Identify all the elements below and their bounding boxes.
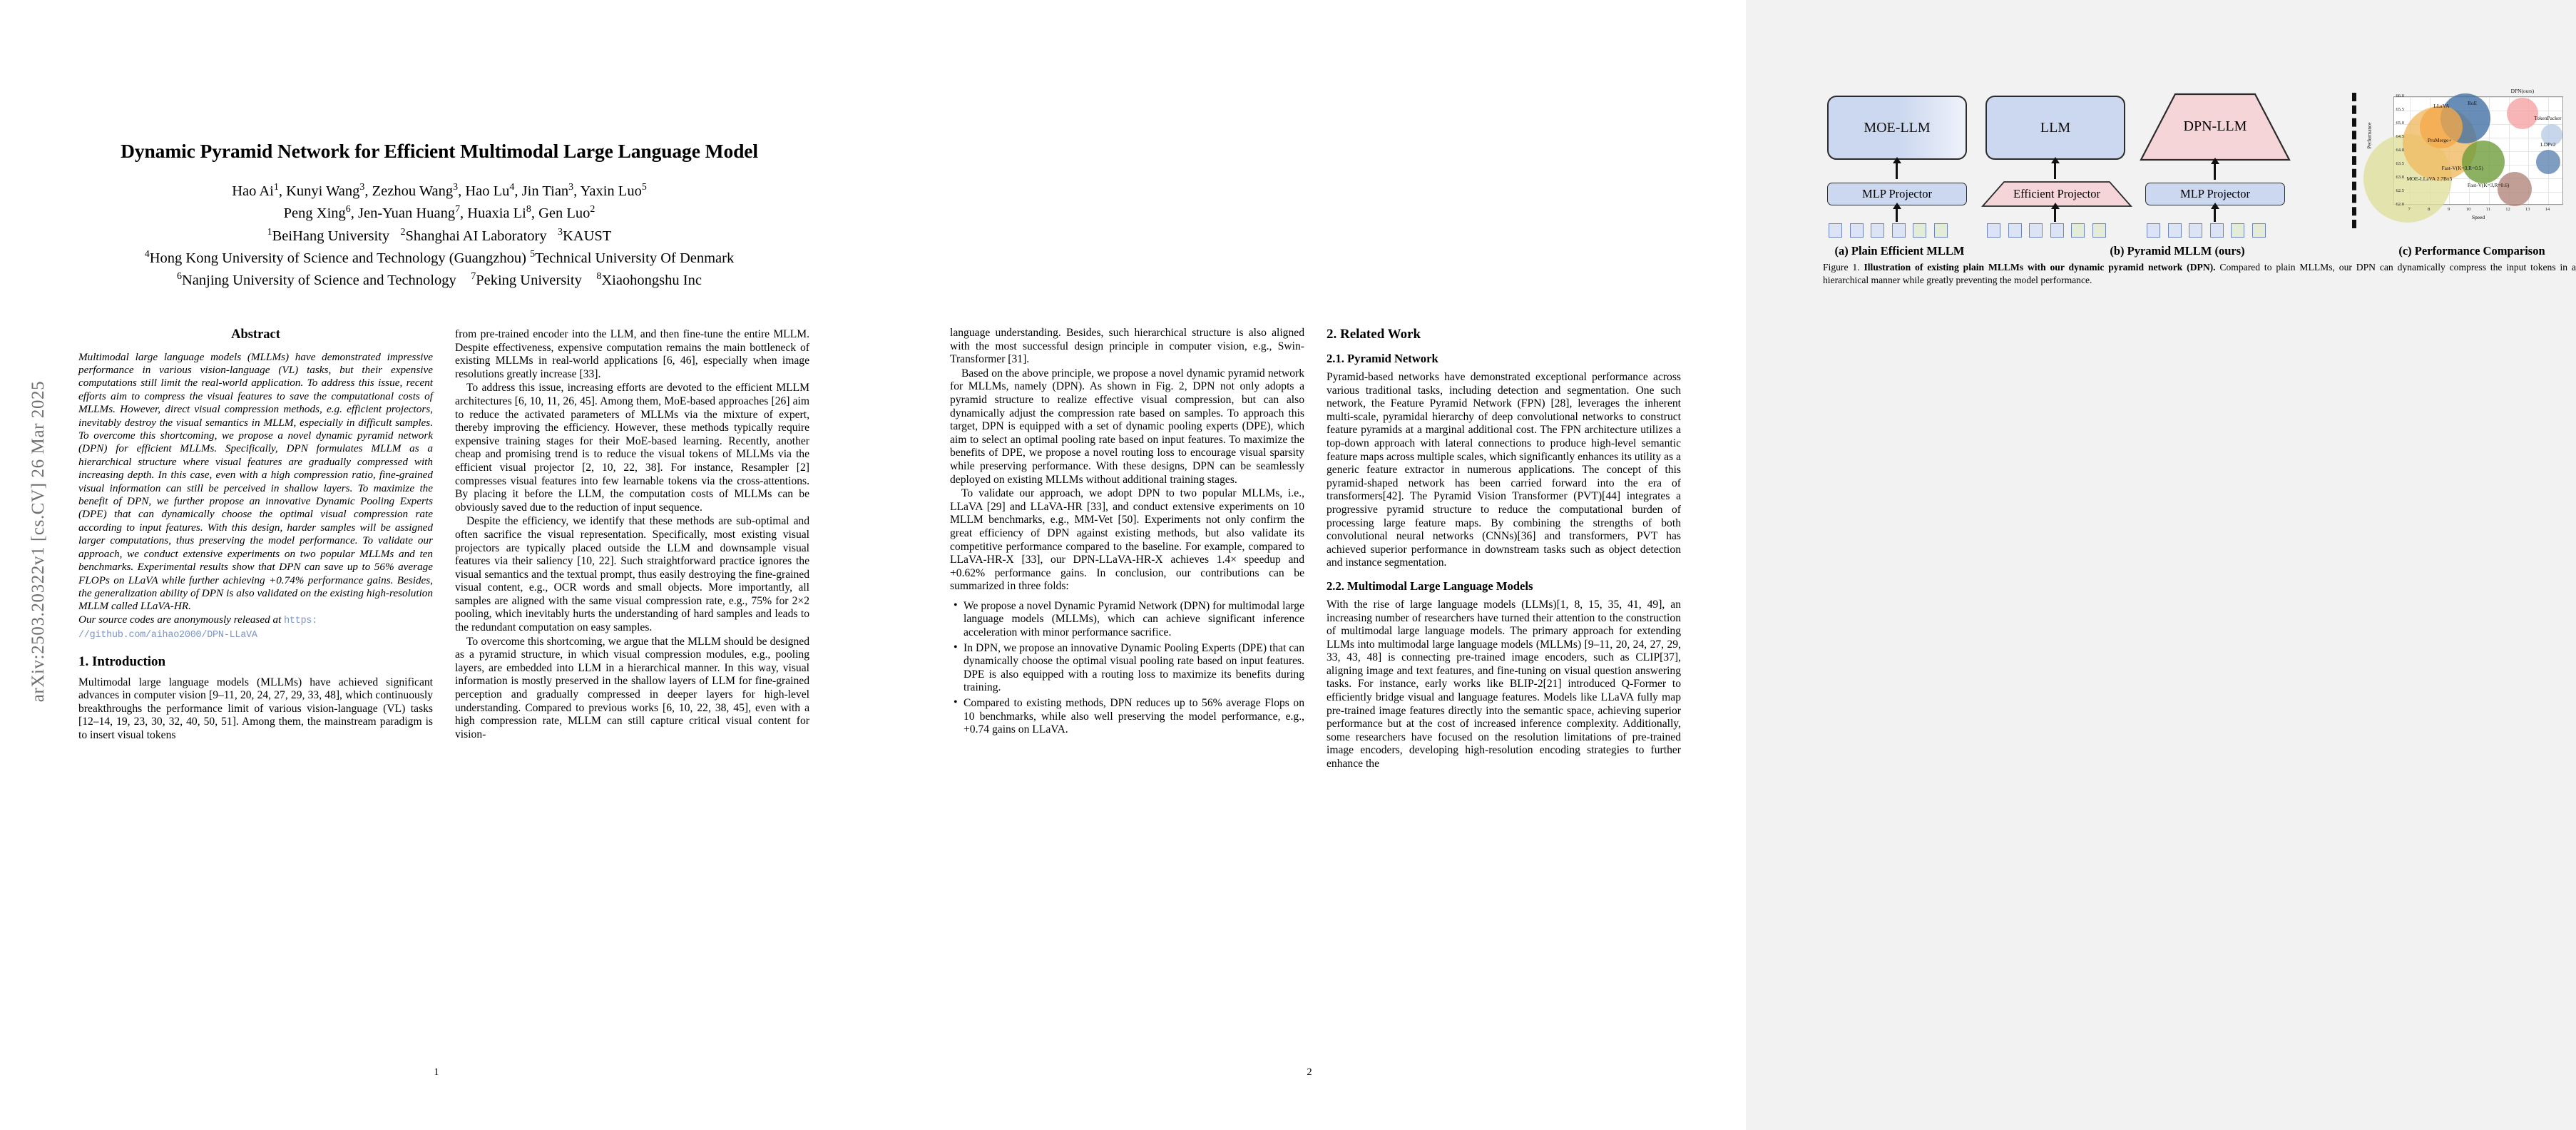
dpn-llm-shape <box>2140 93 2291 161</box>
section-heading-related-work: 2. Related Work <box>1327 327 1421 342</box>
col2-paragraph-1: from pre-trained encoder into the LLM, and then fine-tune the entire MLLM. Despite effectiveness, expensive computation remains the main bottleneck of existing MLLMs in real-world applications [6, 46], especially when image resolutions greatly increase [33]. <box>455 328 809 380</box>
chart-bubble <box>2536 150 2560 174</box>
chart-bubble-label: Fast-V(K=3,R=0.5) <box>2441 165 2483 172</box>
chart-bubble <box>2507 98 2538 129</box>
llm-box <box>1985 96 2125 160</box>
chart-bubble-label: MOE-LLaVA 2.7Bx5 <box>2406 175 2453 182</box>
chart-x-tick-label: 13 <box>2525 207 2530 212</box>
abstract-code-availability <box>78 614 433 643</box>
page-title: Dynamic Pyramid Network for Efficient Multimodal Large Language Model <box>121 140 758 162</box>
token-blue <box>2147 223 2160 238</box>
chart-bubble-label: LLaVA <box>2433 102 2450 109</box>
figure-panel-c <box>2366 87 2576 234</box>
affiliation-line-2: $^4$Hong Kong University of Science and Technology (Guangzhou) $^5$Technical University Of Denmark <box>144 248 735 266</box>
token-blue <box>2008 223 2022 238</box>
chart-x-tick-label: 8 <box>2428 207 2431 212</box>
chart-bubble-label: Fast-V(K=3,R=0.6) <box>2467 182 2510 189</box>
chart-y-tick-label: 62.0 <box>2396 202 2404 207</box>
page-1-column-left <box>78 328 433 743</box>
token-green <box>1913 223 1926 238</box>
token-green <box>2092 223 2106 238</box>
chart-y-tick-label: 62.5 <box>2396 188 2404 193</box>
chart-y-tick-label: 65.0 <box>2396 121 2404 126</box>
p2-col1-paragraph-2: Based on the above principle, we propose a novel dynamic pyramid network for MLLMs, namely (DPN). As shown in Fig. 2, DPN not only adopts a pyramid structure to realize effective visual compression, but can also dynamically adjust the compression rate based on samples. To approach this target, DPN is equipped with a set of dynamic pooling experts (DPE), which aim to select an optimal pooling rate based on input features. To maximize the benefits of DPE, we propose a novel routing loss to encourage visual sparsity while preserving performance. With these designs, DPN can be seamlessly deployed on existing MLLMs without additional training stages. <box>950 367 1304 486</box>
chart-y-tick-label: 63.5 <box>2396 161 2404 166</box>
token-green <box>2231 223 2244 238</box>
token-green <box>2252 223 2266 238</box>
chart-x-tick-label: 9 <box>2447 207 2450 212</box>
list-item: • Compared to existing methods, DPN reduces up to 56% average Flops on 10 benchmarks, while also well preserving the model performance, e.g., +0.74 gains on LLaVA. <box>964 697 1304 737</box>
page-1-number: 1 <box>434 1067 439 1078</box>
page-1-columns <box>78 328 809 743</box>
chart-bubble <box>2462 141 2505 183</box>
chart-y-tick-label: 64.5 <box>2396 134 2404 139</box>
token-row-b <box>1987 223 2106 238</box>
chart-bubble-label: PruMerge+ <box>2427 136 2452 143</box>
figure-1-caption <box>1823 261 2576 286</box>
section-heading-introduction: 1. Introduction <box>78 653 166 669</box>
p2-col1-paragraph-1: language understanding. Besides, such hierarchical structure is also aligned with the most successful design principle in computer vision, e.g., Swin-Transformer [31]. <box>950 327 1304 366</box>
chart-x-tick-label: 14 <box>2545 207 2550 212</box>
token-blue <box>2168 223 2182 238</box>
abstract-heading: Abstract <box>231 327 280 342</box>
chart-y-axis-label: Performance <box>2366 122 2373 149</box>
abstract-paragraph: Multimodal large language models (MLLMs) have demonstrated impressive performance in various vision-language (VL) tasks, but their expensive computations still limit the real-world application. To address this issue, recent efforts aim to compress the visual features to save the computational costs of MLLMs. However, direct visual compression methods, e.g. efficient projectors, inevitably destroy the visual semantics in MLLM, especially in difficult samples. To overcome this shortcoming, we propose a novel dynamic pyramid network (DPN) for efficient MLLMs. Specifically, DPN formulates MLLM as a hierarchical structure where visual features are gradually compressed with increasing depth. In this case, even with a high compression ratio, fine-grained visual information can still be perceived in shallow layers. To maximize the benefit of DPN, we further propose an innovative Dynamic Pooling Experts (DPE) that can dynamically choose the optimal visual compression rate according to input features. With this design, harder samples will be assigned larger computations, thus preserving the model performance. To validate our approach, we conduct extensive experiments on two popular MLLMs and ten benchmarks. Experimental results show that DPN can save up to 56% average FLOPs on LLaVA while further achieving +0.74% performance gains. Besides, the generalization ability of DPN is also validated on the existing high-resolution MLLM called LLaVA-HR. <box>78 350 433 613</box>
token-row-a <box>1829 223 1948 238</box>
moe-llm-label: MOE-LLM <box>1864 119 1931 136</box>
subsection-heading-pyramid-network: 2.1. Pyramid Network <box>1327 352 1438 365</box>
chart-bubble-label: LDPv2 <box>2540 141 2556 148</box>
panel-a-caption: (a) Plain Efficient MLLM <box>1834 244 1965 258</box>
arrow-projector-to-llm-b <box>2054 162 2056 179</box>
figure-caption-bold: Illustration of existing plain MLLMs with our dynamic pyramid network (DPN). <box>1864 262 2216 273</box>
source-code-url-part-1[interactable]: https: <box>284 615 318 626</box>
chart-x-axis-label: Speed <box>2471 214 2485 220</box>
affiliation-line-3: $^6$Nanjing University of Science and Technology $^7$Peking University $^8$Xiaohongshu Inc <box>177 271 702 289</box>
mlp-projector-label-a: MLP Projector <box>1862 187 1932 200</box>
chart-x-tick-label: 7 <box>2408 207 2411 212</box>
authors-line-1: Hao Ai$^1$, Kunyi Wang$^3$, Zezhou Wang$^3$, Hao Lu$^4$, Jin Tian$^3$, Yaxin Luo$^5$ <box>232 182 647 199</box>
source-code-url-part-2[interactable]: //github.com/aihao2000/DPN-LLaVA <box>78 630 257 641</box>
col2-paragraph-3: Despite the efficiency, we identify that these methods are sub-optimal and often sacrifice the visual representation. Specifically, most existing visual projectors are typically placed outside the LLM and downsample visual features via their saliency [10, 22]. Such straightforward practice ignores the visual semantics and the textual prompt, thus easily destroying the fine-grained visual content, e.g., OCR words and small objects. More importantly, all samples are aligned with the same visual compression rate, e.g., 75% for 2×2 pooling, which inevitably hurts the understanding of hard samples and leads to the redundant computation on easy samples. <box>455 515 809 634</box>
chart-y-tick-label: 63.0 <box>2396 175 2404 180</box>
panel-c-caption: (c) Performance Comparison <box>2398 244 2545 258</box>
token-green <box>1934 223 1948 238</box>
page-2 <box>873 0 2576 1130</box>
token-blue <box>1829 223 1842 238</box>
page-2-column-left <box>950 327 1304 772</box>
dpn-llm-trapezoid <box>2140 93 2291 161</box>
col2-paragraph-2: To address this issue, increasing efforts are devoted to the efficient MLLM architectures [6, 10, 11, 26, 45]. Among them, MoE-based approaches [26] aim to reduce the activated parameters of MLLMs via the mixture of expert, thereby improving the efficiency. However, these methods typically require expensive training stages for their MoE-based learning. Recently, another cheap and promising trend is to reduce the visual tokens of MLLMs via the efficient visual projector [2, 10, 22, 38]. For instance, Resampler [2] compresses visual features into few learnable tokens via the cross-attentions. By placing it before the LLM, the computation costs of MLLMs can be obviously saved due to the reduction of input sequence. <box>455 382 809 514</box>
list-item: • We propose a novel Dynamic Pyramid Network (DPN) for multimodal large language models (MLLMs), which can achieve significant inference acceleration with minor performance sacrifice. <box>964 600 1304 640</box>
token-blue <box>1871 223 1884 238</box>
figure-caption-prefix: Figure 1. <box>1823 262 1864 273</box>
subsection-heading-mllm: 2.2. Multimodal Large Language Models <box>1327 579 1533 593</box>
page-2-columns <box>950 327 1681 772</box>
page-2-number: 2 <box>1307 1067 1312 1078</box>
chart-bubble-label: RoE <box>2468 100 2478 107</box>
token-row-c <box>2147 223 2266 238</box>
col2-paragraph-4: To overcome this shortcoming, we argue that the MLLM should be designed as a pyramid structure, in which visual compression modules, e.g., pooling layers, are embedded into LLM in a hierarchical manner. In this way, visual information is mostly preserved in the shallow layers of LLM for fine-grained perception and gradually compressed in deeper layers for high-level understanding. Compared to previous works [6, 10, 22, 38, 45], even with a high compression rate, MLLM can still capture critical visual content for vision- <box>455 635 809 740</box>
p2-col1-paragraph-3: To validate our approach, we adopt DPN to two popular MLLMs, i.e., LLaVA [29] and LLaVA-HR [33], and conduct extensive experiments on 10 MLLM benchmarks, e.g., MM-Vet [50]. Experiments not only confirm the great efficiency of DPN against existing methods, but also validate its competitive performance compared to the baseline. For example, compared to LLaVA-HR-X [33], our DPN-LLaVA-HR-X achieves 1.4× speedup and +0.62% performance gains. In conclusion, our contributions can be summarized in three folds: <box>950 487 1304 593</box>
page-1-column-right <box>455 328 809 743</box>
page-2-column-right <box>1327 327 1681 772</box>
chart-y-tick-label: 66.0 <box>2396 93 2404 98</box>
token-blue <box>2210 223 2224 238</box>
abstract-body <box>78 351 433 643</box>
arrow-tokens-to-projector-c <box>2214 208 2216 222</box>
p2-col2-paragraph-1: Pyramid-based networks have demonstrated exceptional performance across various traditional tasks, including detection and segmentation. One such network, the Feature Pyramid Network (FPN) [28], leverages the inherent multi-scale, pyramidal hierarchy of deep convolutional networks to construct feature pyramids at a marginal additional cost. The FPN architecture utilizes a top-down approach with lateral connections to produce high-level semantic feature maps across multiple scales, which significantly enhances its utility as a generic feature extractor in numerous applications. The concept of this pyramid-shaped network has been carried forward into the era of transformers[42]. The Pyramid Vision Transformer (PVT)[44] integrates a progressive pyramid structure to reduce the computational burden of processing large feature maps. By combining the strengths of both convolutional neural networks (CNNs)[36] and transformers, PVT has achieved superior performance in downstream tasks such as object detection and instance segmentation. <box>1327 371 1681 569</box>
moe-llm-box <box>1827 96 1967 160</box>
panel-divider <box>2352 93 2356 228</box>
token-blue <box>2029 223 2043 238</box>
token-green <box>2071 223 2085 238</box>
efficient-projector-label: Efficient Projector <box>2013 187 2101 200</box>
intro-paragraph-1: Multimodal large language models (MLLMs) have achieved significant advances in computer vision [9–11, 20, 24, 27, 29, 33, 48], which continuously breakthroughs the performance limit of various vision-language (VL) tasks [12–14, 19, 23, 30, 32, 40, 50, 51]. Among them, the mainstream paradigm is to insert visual tokens <box>78 676 433 741</box>
chart-y-tick-label: 65.5 <box>2396 107 2404 112</box>
arrow-projector-to-llm-c <box>2214 163 2216 180</box>
chart-bubble-label: DPN(ours) <box>2510 87 2535 94</box>
token-blue <box>1987 223 2000 238</box>
mlp-projector-label-c: MLP Projector <box>2180 187 2250 200</box>
chart-bubble-label: TokenPacker <box>2534 115 2562 122</box>
arrow-projector-to-llm-a <box>1896 162 1898 179</box>
figure-caption-rest: Compared to plain MLLMs, our DPN can dynamically compress the input tokens in a hierarchical manner while greatly preventing the model performance. <box>1823 262 2576 285</box>
token-blue <box>1850 223 1864 238</box>
affiliation-line-1: $^1$BeiHang University $^2$Shanghai AI Laboratory $^3$KAUST <box>267 226 612 244</box>
contributions-list <box>950 600 1304 737</box>
llm-label: LLM <box>2040 119 2071 136</box>
token-blue <box>1892 223 1906 238</box>
p2-col2-paragraph-2: With the rise of large language models (LLMs)[1, 8, 15, 35, 41, 49], an increasing number of researchers have turned their attention to the construction of multimodal large language models. The primary approach for extending LLMs into multimodal large language models (MLLMs) [9–11, 20, 24, 27, 29, 33, 43, 48] is connecting pre-trained image encoders, such as CLIP[37], aligning image and text features, and fine-tuning on visual question answering tasks. For instance, early works like BLIP-2[21] introduced Q-Former to efficiently bridge visual and language features. Models like LLaVA fully map pre-trained image features directly into the semantic space, achieving superior performance but at the cost of increased inference complexity. Additionally, some researchers have focused on the resolution limitations of pre-trained image encoders, developing high-resolution encoding strategies to further enhance the <box>1327 598 1681 770</box>
arxiv-identifier-stamp: arXiv:2503.20322v1 [cs.CV] 26 Mar 2025 <box>29 380 48 703</box>
dpn-llm-label: DPN-LLM <box>2183 118 2247 134</box>
chart-x-tick-label: 11 <box>2485 207 2490 212</box>
authors-line-2: Peng Xing$^6$, Jen-Yuan Huang$^7$, Huaxia Li$^8$, Gen Luo$^2$ <box>283 204 596 222</box>
arrow-tokens-to-projector-a <box>1896 208 1898 222</box>
list-item: • In DPN, we propose an innovative Dynamic Pooling Experts (DPE) that can dynamically choose the optimal visual pooling rate based on input features. DPE is also equipped with a routing loss to maximize its benefits during training. <box>964 642 1304 695</box>
abstract-code-sentence: Our source codes are anonymously released at <box>78 613 285 626</box>
chart-y-tick-label: 64.0 <box>2396 148 2404 153</box>
author-block <box>68 178 810 290</box>
panel-b-caption: (b) Pyramid MLLM (ours) <box>2110 244 2245 258</box>
chart-x-tick-label: 10 <box>2465 207 2471 212</box>
page-1 <box>0 0 873 1130</box>
chart-bubble <box>2498 172 2532 206</box>
token-blue <box>2189 223 2202 238</box>
arrow-tokens-to-projector-b <box>2054 208 2056 222</box>
figure-1 <box>1823 87 2576 263</box>
chart-x-tick-label: 12 <box>2505 207 2510 212</box>
token-blue <box>2050 223 2064 238</box>
